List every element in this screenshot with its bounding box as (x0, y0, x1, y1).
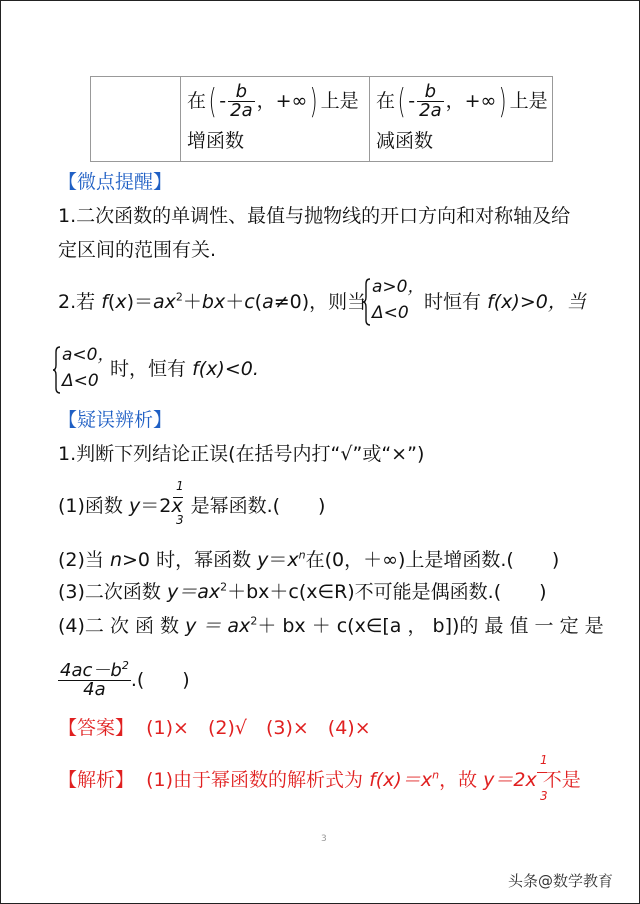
left-paren-2: ( (397, 81, 406, 122)
condition2-top: a<0， (62, 345, 115, 365)
right-paren-2: ) (499, 81, 507, 122)
condition1-top: a>0， (372, 277, 425, 297)
question-3: (3)二次函数 $y=ax^2+bx+c(x\in R)$不可能是偶函数.( ) (58, 580, 547, 603)
tip-item1-line2: 定区间的范围有关. (58, 239, 217, 261)
watermark: 头条@数学教育 (508, 872, 614, 890)
increasing-caption: 增函数 (187, 130, 245, 152)
tip-item1-line1: 1.二次函数的单调性、最值与抛物线的开口方向和对称轴及给 (58, 205, 571, 227)
table-suffix: 上是 (320, 90, 359, 112)
decreasing-caption: 减函数 (376, 130, 434, 152)
question-4-fraction-line: $\frac{4ac-b^2}{4a}$ .( ) (60, 659, 190, 700)
q1-exponent-top: 1 (176, 479, 184, 493)
solution-line: 【解析】 (1)由于幂函数的解析式为 $f(x)=x^n$，故 y＝2x 不是 (58, 768, 581, 791)
q4-fraction: $\frac{4ac-b^2}{4a}$ (60, 659, 129, 700)
monotonicity-table (90, 76, 553, 162)
table-cell-decreasing (370, 77, 553, 162)
solution-label: 【解析】 (58, 769, 135, 791)
question-2: (2)当 n>0 时，幂函数 $y=x^n$在(0，＋∞)上是增函数.( ) (58, 548, 560, 571)
fraction-b-over-2a: $\frac{b}{2a}$ (230, 81, 253, 121)
minus-sign-2: - (408, 90, 416, 112)
right-paren: ) (310, 81, 318, 122)
table-suffix-2: 上是 (509, 90, 548, 112)
left-paren: ( (208, 81, 217, 122)
answer-text: (1)× (2)√ (3)× (4)× (146, 717, 371, 739)
condition2-bottom: Δ<0 (62, 371, 99, 391)
solution-exponent-top: 1 (540, 753, 548, 767)
analysis-heading: 【疑误辨析】 (58, 409, 173, 431)
tip-heading: 【微点提醒】 (58, 171, 173, 193)
q1-exponent-bottom: 3 (176, 513, 184, 527)
answer-label: 【答案】 (58, 717, 135, 739)
interval-rest: ，+∞ (256, 90, 308, 112)
table-prefix-2: 在 (376, 90, 396, 112)
answer-line (58, 716, 371, 740)
solution-exponent-bottom: 3 (540, 789, 548, 803)
tip-item2-end: 时，恒有 f(x)<0. (110, 358, 259, 380)
tip-item2-line: 2.若 $f(x)=ax^2+bx+c(a\ne 0)$，则当 (58, 290, 367, 313)
table-prefix: 在 (187, 90, 207, 112)
page-number: 3 (321, 834, 327, 844)
question-4: (4)二 次 函 数 $y = ax^2+$ bx ＋ c(x∈[a ， b])的 最 值 一 定 是 (58, 614, 604, 637)
table-cell-increasing (181, 77, 370, 162)
condition-brace-1 (362, 278, 372, 326)
condition-brace-2 (52, 346, 62, 394)
interval-rest-2: ，+∞ (445, 90, 497, 112)
question-intro: 1.判断下列结论正误(在括号内打“√”或“×”) (58, 443, 425, 465)
question-1: (1)函数 y＝2x 是幂函数.( ) (58, 495, 326, 517)
fraction-b-over-2a-2: $\frac{b}{2a}$ (419, 81, 442, 121)
minus-sign: - (219, 90, 227, 112)
solution-exponent-bar (537, 772, 547, 773)
table-empty-cell (91, 77, 181, 162)
condition1-bottom: Δ<0 (372, 303, 409, 323)
tip-item2-tail: 时恒有 f(x)>0，当 (424, 291, 586, 313)
q1-exponent-bar (173, 497, 183, 498)
